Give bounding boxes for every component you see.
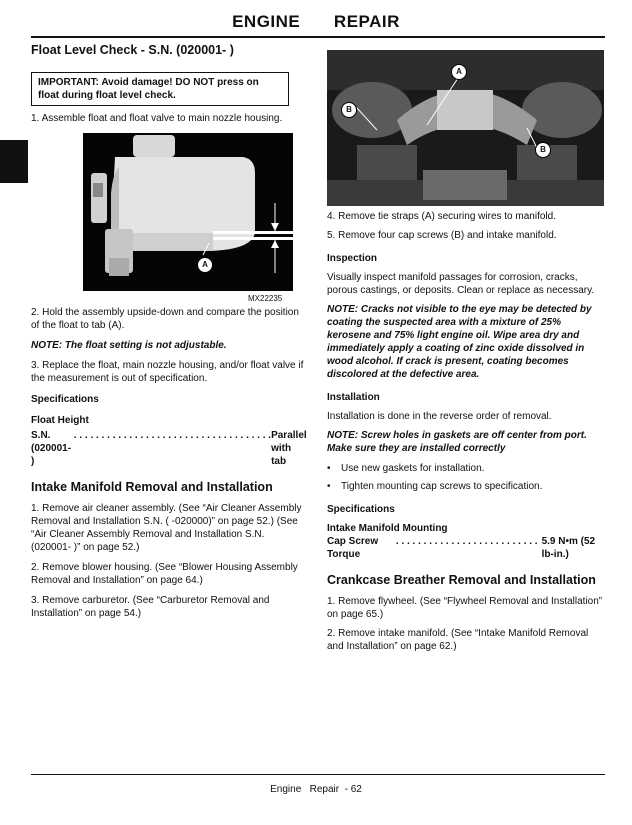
header-rule: [31, 36, 605, 38]
dot-leader: . . . . . . . . . . . . . . . . . . . . . . . . . . . . . . . . . . . .: [71, 430, 272, 441]
manifold-spec-row: [327, 535, 605, 561]
float-spec-value: Parallel with tab: [271, 430, 307, 467]
manifold-spec-heading: Specifications: [327, 504, 395, 515]
intake-title: Intake Manifold Removal and Installation: [31, 480, 273, 494]
page-footer: Engine Repair - 62: [270, 784, 362, 795]
screw-note: NOTE: Screw holes in gaskets are off center from port. Make sure they are installed correctly: [327, 430, 587, 454]
page-header: ENGINE REPAIR: [232, 12, 400, 31]
figure-caption: MX22235: [248, 294, 283, 303]
bullet-item: • Use new gaskets for installation.: [327, 462, 605, 475]
float-level-title: Float Level Check - S.N. (020001- ): [31, 43, 234, 57]
intake-step-3: 3. Remove carburetor. (See “Carburetor Removal and Installation” on page 54.): [31, 595, 270, 619]
bullet-item: • Tighten mounting cap screws to specification.: [327, 480, 605, 493]
float-step-1: 1. Assemble float and float valve to main nozzle housing.: [31, 113, 283, 124]
float-spec-label: S.N. (020001- ): [31, 430, 72, 467]
breather-step-1: 1. Remove flywheel. (See “Flywheel Removal and Installation” on page 65.): [327, 596, 603, 620]
manifold-step-5: 5. Remove four cap screws (B) and intake manifold.: [327, 230, 557, 241]
float-spec-item: Float Height: [31, 415, 89, 426]
manifold-spec-value: 5.9 N•m (52 lb-in.): [541, 536, 596, 560]
installation-heading: Installation: [327, 392, 380, 403]
manifold-photo: [327, 50, 604, 206]
installation-bullets: [327, 462, 605, 493]
section-tab: [0, 140, 28, 183]
float-note: NOTE: The float setting is not adjustable.: [31, 340, 227, 351]
float-spec-row: [31, 429, 306, 468]
float-illustration: [83, 133, 293, 291]
left-column: [31, 44, 306, 57]
callout-a-float: A: [197, 257, 213, 273]
dot-leader: . . . . . . . . . . . . . . . . . . . . . . . . . .: [393, 536, 538, 547]
breather-title: Crankcase Breather Removal and Installation: [327, 573, 596, 587]
manifold-step-4: 4. Remove tie straps (A) securing wires to manifold.: [327, 211, 556, 222]
float-step-2: 2. Hold the assembly upside-down and compare the position of the float to tab (A).: [31, 307, 299, 331]
float-spec-heading: Specifications: [31, 394, 99, 405]
callout-b1-photo: B: [341, 102, 357, 118]
callout-b2-photo: B: [535, 142, 551, 158]
inspection-text: Visually inspect manifold passages for corrosion, cracks, porous castings, or deposits. Clean or replace as necessary.: [327, 272, 595, 296]
float-step-3: 3. Replace the float, main nozzle housing, and/or float valve if the measurement is out of specification.: [31, 360, 304, 384]
intake-step-2: 2. Remove blower housing. (See “Blower Housing Assembly Removal and Installation” on page 64.): [31, 562, 298, 586]
callout-a-photo: A: [451, 64, 467, 80]
footer-rule: [31, 774, 605, 775]
manifold-spec-item: Intake Manifold Mounting: [327, 523, 448, 534]
cracks-note: NOTE: Cracks not visible to the eye may be detected by coating the suspected area with a mixture of 25% kerosene and 75% light engine oil. Wipe area dry and immediately apply a coating of zinc oxide dissolved in wood alcohol. If crack is present, coating becomes discolored at the defective area.: [327, 304, 592, 380]
important-box: IMPORTANT: Avoid damage! DO NOT press on float during float level check.: [31, 72, 289, 106]
breather-step-2: 2. Remove intake manifold. (See “Intake Manifold Removal and Installation” on page 62.): [327, 628, 589, 652]
inspection-heading: Inspection: [327, 253, 378, 264]
float-figure: [83, 133, 293, 291]
intake-step-1: 1. Remove air cleaner assembly. (See “Air Cleaner Assembly Removal and Installation S.N. ( -020000)” on page 52.) (See “Air Cleaner Assembly Removal and Installation S.N. (020001- )” on page 52.): [31, 503, 302, 553]
installation-text: Installation is done in the reverse order of removal.: [327, 411, 552, 422]
manifold-spec-label: Cap Screw Torque: [327, 536, 379, 560]
